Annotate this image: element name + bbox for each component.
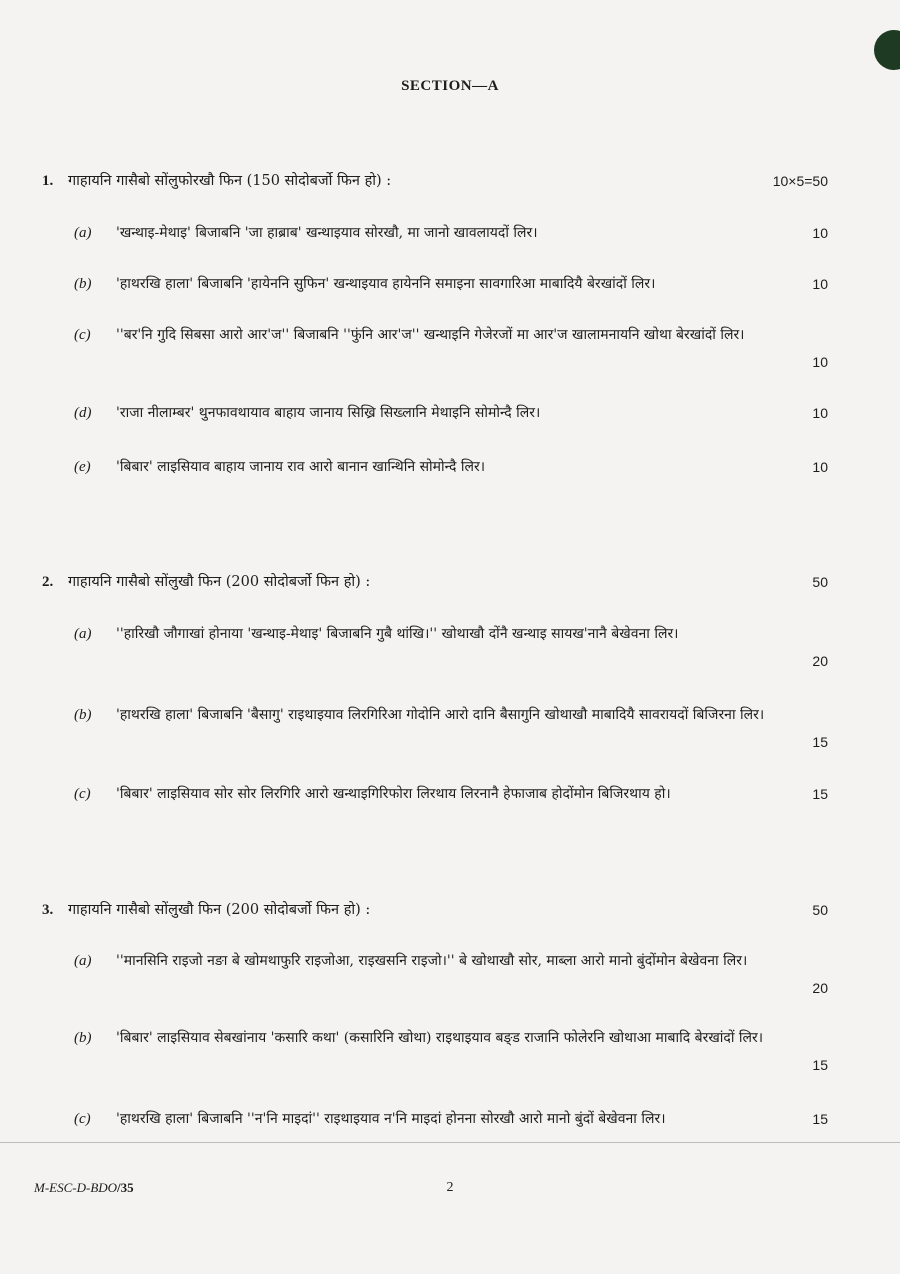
part-marks: 10 xyxy=(812,276,828,292)
part-text: 'बिबार' लाइसियाव सोर सोर लिरगिरि आरो खन्थाइगिरिफोरा लिरथाय लिरनानै हेफाजाब होदोंमोन बिजिरथाय हो। xyxy=(116,786,671,802)
part-marks: 15 xyxy=(812,786,828,802)
part-text: 'हाथरखि हाला' बिजाबनि 'बैसागु' राइथाइयाव लिरगिरिआ गोदोनि आरो दानि बैसागुनि खोथाखौ माबादियै सावरायदों बिजिरना लिर। xyxy=(116,707,765,723)
question-text: गाहायनि गासैबो सोंलुखौ फिन (200 सोदोबर्जो फिन हो) : xyxy=(68,902,371,918)
question-marks: 50 xyxy=(812,902,828,918)
part-label: (a) xyxy=(74,225,92,241)
question-number: 2. xyxy=(42,574,54,590)
part-marks: 10 xyxy=(812,354,828,370)
part-marks: 15 xyxy=(812,734,828,750)
part-marks: 15 xyxy=(812,1057,828,1073)
part-marks: 15 xyxy=(812,1111,828,1127)
question-marks: 50 xyxy=(812,574,828,590)
part-marks: 10 xyxy=(812,225,828,241)
part-label: (c) xyxy=(74,327,91,343)
paper-code-prefix: M-ESC-D-BDO xyxy=(34,1180,118,1195)
part-text: 'हाथरखि हाला' बिजाबनि ''न'नि माइदां'' राइथाइयाव न'नि माइदां होनना सोरखौ आरो मानो बुंदों बेखेवना लिर। xyxy=(116,1111,666,1127)
part-label: (c) xyxy=(74,1111,91,1127)
part-marks: 10 xyxy=(812,459,828,475)
part-text: ''मानसिनि राइजो नङा बे खोमथाफुरि राइजोआ, राइखसनि राइजो।'' बे खोथाखौ सोर, माब्ला आरो मानो बुंदोंमोन बेखेवना लिर। xyxy=(116,953,748,969)
part-marks: 20 xyxy=(812,980,828,996)
binding-hole-mark xyxy=(874,30,900,70)
part-label: (d) xyxy=(74,405,92,421)
question-text: गाहायनि गासैबो सोंलुखौ फिन (200 सोदोबर्जो फिन हो) : xyxy=(68,574,371,590)
part-marks: 20 xyxy=(812,653,828,669)
question-text: गाहायनि गासैबो सोंलुफोरखौ फिन (150 सोदोबर्जो फिन हो) : xyxy=(68,173,392,189)
part-text: 'राजा नीलाम्बर' थुनफावथायाव बाहाय जानाय सिख्रि सिख्लानि मेथाइनि सोमोन्दै लिर। xyxy=(116,405,541,421)
part-text: 'हाथरखि हाला' बिजाबनि 'हायेननि सुफिन' खन्थाइयाव हायेननि समाइना सावगारिआ माबादियै बेरखांदों लिर। xyxy=(116,276,656,292)
footer-divider xyxy=(0,1142,900,1143)
part-label: (e) xyxy=(74,459,91,475)
page-number: 2 xyxy=(446,1180,454,1195)
part-label: (b) xyxy=(74,707,92,723)
question-number: 1. xyxy=(42,173,54,189)
part-label: (b) xyxy=(74,276,92,292)
question-marks: 10×5=50 xyxy=(772,173,828,189)
part-text: 'बिबार' लाइसियाव बाहाय जानाय राव आरो बानान खान्थिनि सोमोन्दै लिर। xyxy=(116,459,486,475)
part-text: ''बर'नि गुदि सिबसा आरो आर'ज'' बिजाबनि ''फुंनि आर'ज'' खन्थाइनि गेजेरजों मा आर'ज खालामनायनि खोथा बेरखांदों लिर। xyxy=(116,327,745,343)
section-title: SECTION—A xyxy=(401,78,499,94)
part-label: (b) xyxy=(74,1030,92,1046)
part-label: (a) xyxy=(74,626,92,642)
part-text: 'खन्थाइ-मेथाइ' बिजाबनि 'जा हाब्राब' खन्थाइयाव सोरखौ, मा जानो खावलायदों लिर। xyxy=(116,225,538,241)
paper-code-suffix: /35 xyxy=(117,1180,134,1195)
part-text: ''हारिखौ जौगाखां होनाया 'खन्थाइ-मेथाइ' बिजाबनि गुबै थांखि।'' खोथाखौ दोंनै खन्थाइ सायख'नानै बेखेवना लिर। xyxy=(116,626,679,642)
part-label: (c) xyxy=(74,786,91,802)
question-number: 3. xyxy=(42,902,54,918)
part-label: (a) xyxy=(74,953,92,969)
part-marks: 10 xyxy=(812,405,828,421)
part-text: 'बिबार' लाइसियाव सेबखांनाय 'कसारि कथा' (कसारिनि खोथा) राइथाइयाव बङ्ड राजानि फोलेरनि खोथाआ माबादि बेरखांदों लिर। xyxy=(116,1030,764,1046)
